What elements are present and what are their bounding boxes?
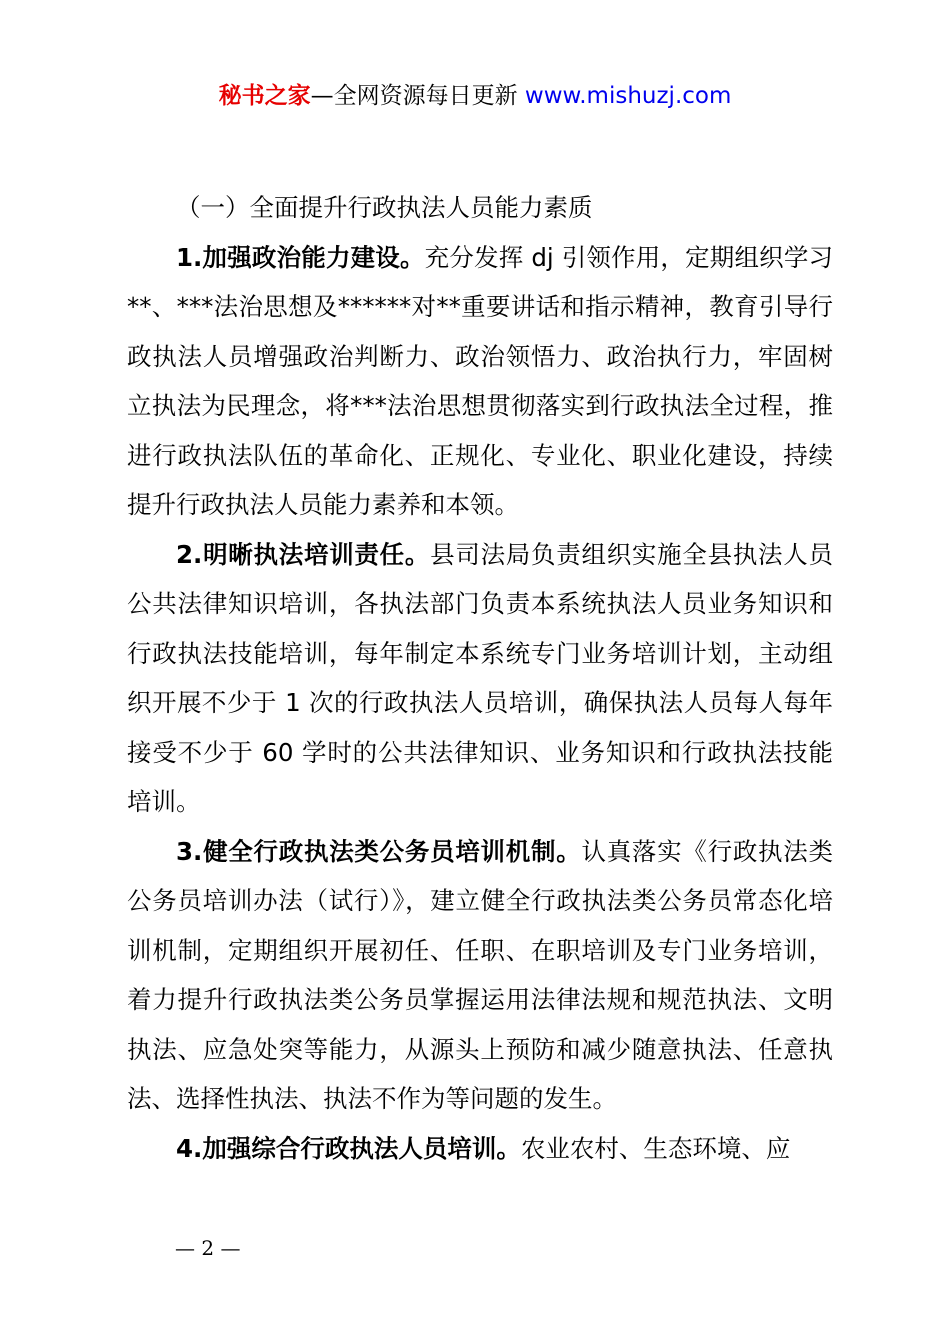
item-body: 充分发挥 dj 引领作用，定期组织学习**、***法治思想及******对**重要讲话和指示精神，教育引导行政执法人员增强政治判断力、政治领悟力、政治执行力，牢固树立执法为民理念，将***法治思想贯彻落实到行政执法全过程，推进行政执法队伍的革命化、正规化、专业化、职业化建设，持续提升行政执法人员能力素养和本领。: [127, 242, 833, 519]
item-body: 认真落实《行政执法类公务员培训办法（试行）》，建立健全行政执法类公务员常态化培训机制，定期组织开展初任、任职、在职培训及专门业务培训，着力提升行政执法类公务员掌握运用法律法规和规范执法、文明执法、应急处突等能力，从源头上预防和减少随意执法、任意执法、选择性执法、执法不作为等问题的发生。: [127, 836, 833, 1113]
item-body: 县司法局负责组织实施全县执法人员公共法律知识培训，各执法部门负责本系统执法人员业务知识和行政执法技能培训，每年制定本系统专门业务培训计划，主动组织开展不少于 1 次的行政执法人员培训，确保执法人员每人每年接受不少于 60 学时的公共法律知识、业务知识和行政执法技能培训。: [127, 539, 834, 816]
paragraph-item-2: [127, 530, 833, 827]
item-title: 3.健全行政执法类公务员培训机制。: [176, 836, 582, 866]
header-tagline: —全网资源每日更新: [310, 83, 525, 109]
section-heading: （一）全面提升行政执法人员能力素质: [176, 193, 593, 222]
paragraph-item-3: [127, 827, 833, 1124]
document-body: [127, 183, 833, 1173]
item-title: 2.明晰执法培训责任。: [176, 539, 431, 569]
brand-name: 秘书之家: [218, 83, 311, 109]
item-title: 1.加强政治能力建设。: [176, 242, 425, 272]
site-header: [0, 80, 950, 112]
site-url-link[interactable]: www.mishuzj.com: [524, 83, 732, 109]
page-number: — 2 —: [175, 1236, 241, 1260]
paragraph-item-1: [127, 233, 833, 530]
item-body: 农业农村、生态环境、应: [520, 1133, 791, 1163]
item-title: 4.加强综合行政执法人员培训。: [176, 1133, 521, 1163]
paragraph-item-4: [127, 1124, 833, 1174]
